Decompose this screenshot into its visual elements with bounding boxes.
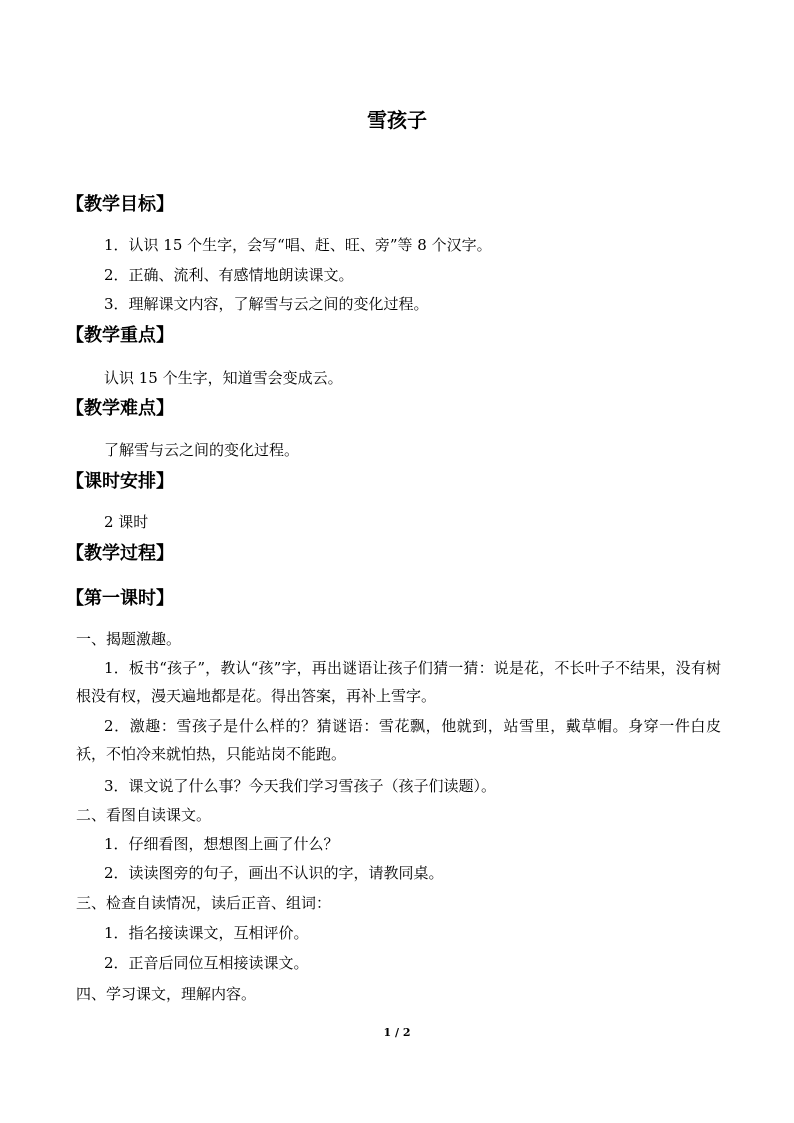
schedule-text: 2 课时 [104,513,149,531]
process-heading: 【教学过程】 [66,543,174,564]
step1-item-2: 2．激趣：雪孩子是什么样的？猜谜语：雪花飘，他就到，站雪里，戴草帽。身穿一件白皮袄，不怕冷来就怕热，只能站岗不能跑。 [76,717,721,763]
step2-item-1: 1．仔细看图，想想图上画了什么？ [104,835,339,853]
key-points-text: 认识 15 个生字，知道雪会变成云。 [104,369,343,387]
goal-item-1: 1．认识 15 个生字，会写“唱、赶、旺、旁”等 8 个汉字。 [104,236,492,254]
goal-item-2: 2．正确、流利、有感情地朗读课文。 [104,266,354,284]
key-points-heading: 【教学重点】 [66,325,174,346]
step1-title: 一、揭题激趣。 [76,630,182,648]
document-title: 雪孩子 [367,108,427,132]
step3-item-2: 2．正音后同位互相接读课文。 [104,954,309,972]
difficulties-text: 了解雪与云之间的变化过程。 [104,441,300,459]
goals-heading: 【教学目标】 [66,194,174,215]
lesson1-heading: 【第一课时】 [66,588,174,609]
page-number: 1 / 2 [383,1026,411,1039]
step2-item-2: 2．读读图旁的句子，画出不认识的字，请教同桌。 [104,864,444,882]
step2-title: 二、看图自读课文。 [76,806,212,824]
difficulties-heading: 【教学难点】 [66,398,174,419]
step1-item-1: 1．板书“孩子”，教认“孩”字，再出谜语让孩子们猜一猜：说是花，不长叶子不结果，没有树根没有杈，漫天遍地都是花。得出答案，再补上雪字。 [76,659,721,705]
step3-item-1: 1．指名接读课文，互相评价。 [104,924,309,942]
goal-item-3: 3．理解课文内容，了解雪与云之间的变化过程。 [104,295,429,313]
step3-title: 三、检查自读情况，读后正音、组词： [76,894,332,912]
schedule-heading: 【课时安排】 [66,471,174,492]
step1-item-3: 3．课文说了什么事？今天我们学习雪孩子（孩子们读题）。 [104,777,497,795]
step4-title: 四、学习课文，理解内容。 [76,985,257,1003]
